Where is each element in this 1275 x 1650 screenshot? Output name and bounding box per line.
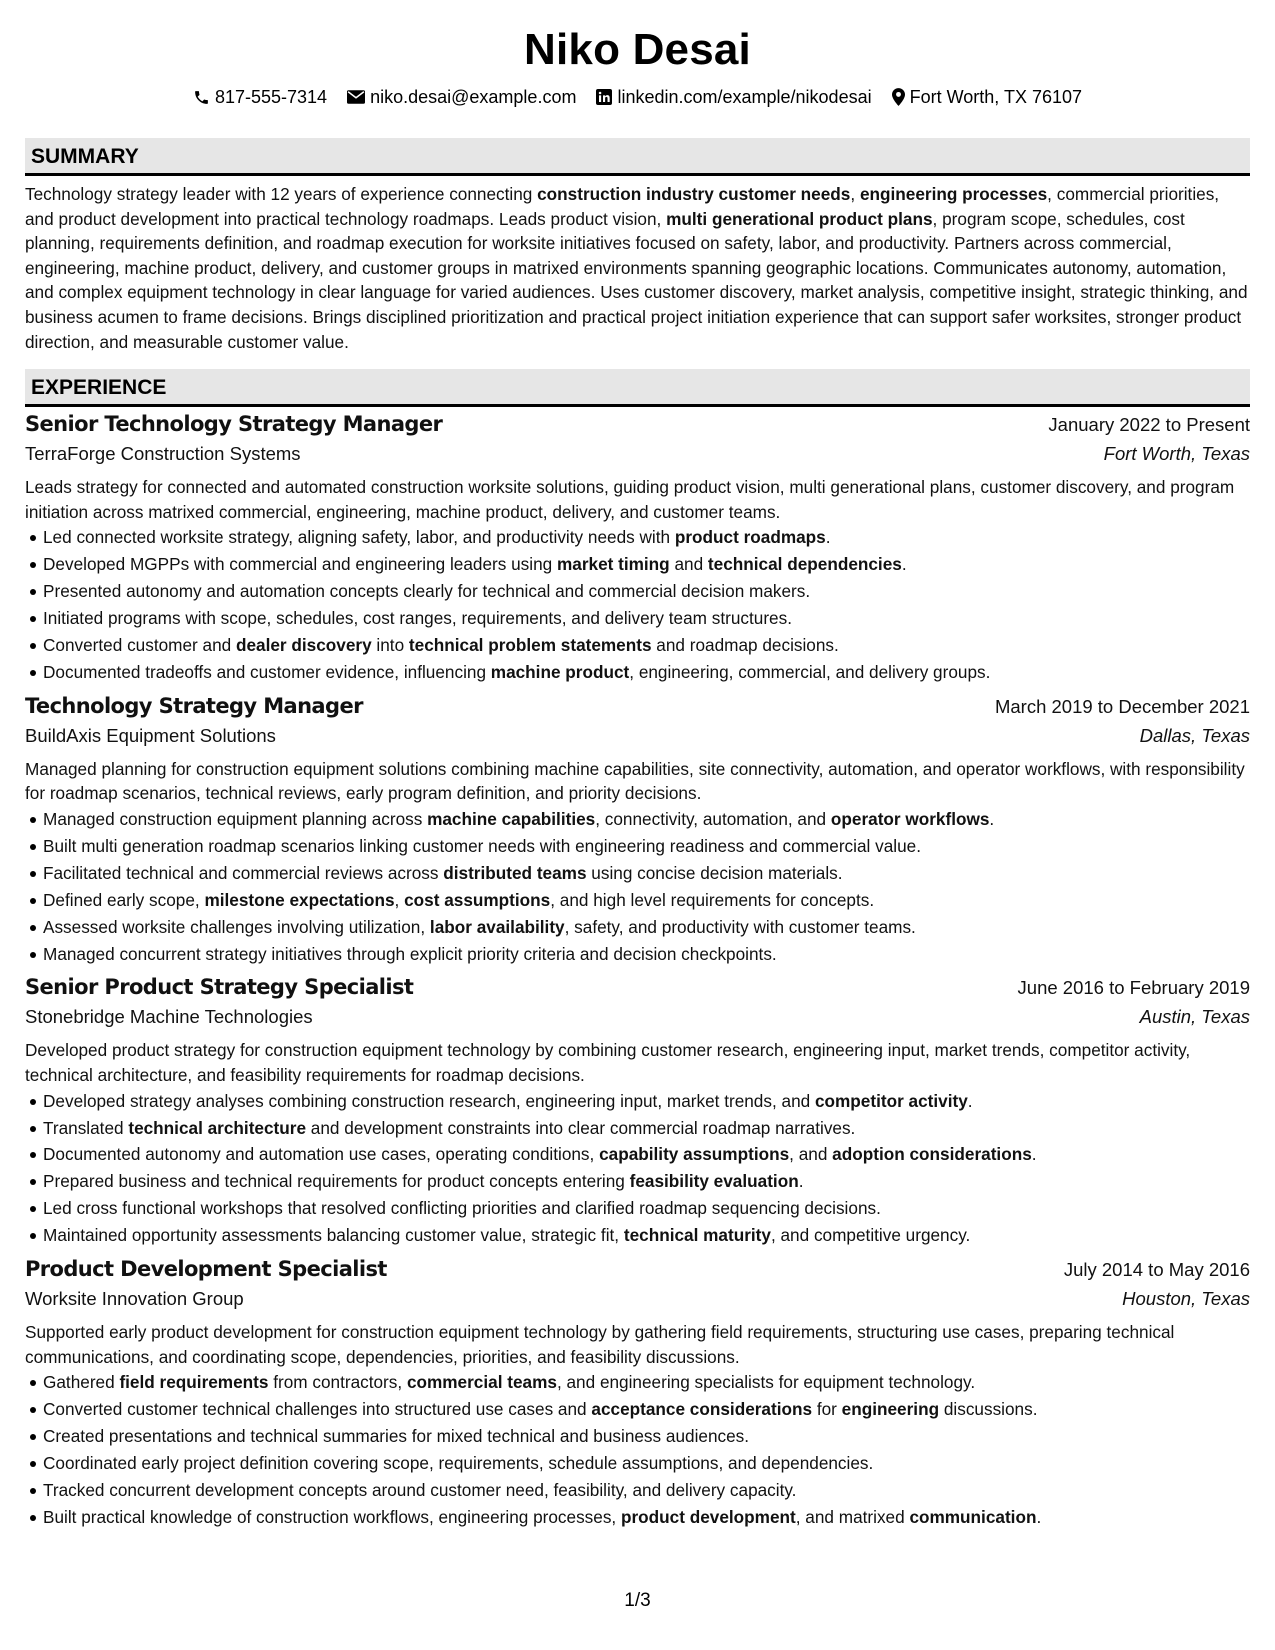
job-header: [25, 975, 1250, 1006]
job-title: Senior Technology Strategy Manager: [25, 412, 443, 437]
achievement-item: [43, 578, 1250, 605]
bold-text: cost assumptions: [404, 889, 551, 910]
achievement-item: [43, 1450, 1250, 1477]
text-run: Documented tradeoffs and customer evidence, influencing: [43, 661, 491, 682]
text-run: .: [989, 808, 995, 829]
text-run: Technology strategy leader with 12 years of experience connecting: [25, 184, 538, 204]
achievement-item: [43, 1195, 1250, 1222]
text-run: , safety, and productivity with customer teams.: [564, 916, 916, 937]
bold-text: field requirements: [119, 1372, 269, 1393]
bold-text: multi generational product plans: [666, 208, 933, 229]
bold-text: feasibility evaluation: [629, 1171, 799, 1192]
job-header: [25, 1257, 1250, 1288]
text-run: and development constraints into clear commercial roadmap narratives.: [306, 1117, 856, 1138]
envelope-icon: [347, 90, 365, 104]
bold-text: machine capabilities: [427, 808, 596, 829]
text-run: Managed construction equipment planning across: [43, 808, 428, 829]
text-run: ,: [394, 889, 405, 910]
job-entry: [25, 694, 1250, 968]
resume-page: [25, 0, 1250, 1531]
job-dates: March 2019 to December 2021: [994, 695, 1250, 717]
job-entry: [25, 412, 1250, 686]
bold-text: competitor activity: [814, 1090, 968, 1111]
text-run: .: [825, 527, 831, 548]
bold-text: distributed teams: [443, 862, 587, 883]
text-run: Developed MGPPs with commercial and engineering leaders using: [43, 554, 557, 575]
bold-text: adoption considerations: [832, 1144, 1032, 1165]
phone-icon: [193, 89, 210, 106]
contact-bar: [25, 86, 1250, 108]
job-entry: [25, 975, 1250, 1249]
text-run: Led cross functional workshops that resolved conflicting priorities and clarified roadmap sequencing decisions.: [43, 1198, 881, 1219]
job-header: [25, 694, 1250, 725]
text-run: .: [1031, 1144, 1037, 1165]
job-subheader: [25, 725, 1250, 757]
achievement-list: [25, 806, 1250, 967]
achievement-item: [43, 1222, 1250, 1249]
email-text: niko.desai@example.com: [370, 87, 577, 107]
text-run: discussions.: [939, 1399, 1038, 1420]
summary-text: [25, 182, 1250, 354]
achievement-item: [43, 887, 1250, 914]
bold-text: product roadmaps: [674, 527, 826, 548]
text-run: Created presentations and technical summaries for mixed technical and business audiences.: [43, 1426, 750, 1447]
bold-text: technical architecture: [128, 1117, 307, 1138]
phone-text: 817-555-7314: [214, 87, 328, 107]
bold-text: communication: [909, 1506, 1037, 1527]
text-run: , and competitive urgency.: [770, 1225, 971, 1246]
bold-text: product development: [620, 1506, 796, 1527]
bold-text: market timing: [556, 554, 670, 575]
achievement-list: [25, 1369, 1250, 1530]
job-entry: [25, 1257, 1250, 1531]
text-run: Built multi generation roadmap scenarios linking customer needs with engineering readiness and commercial value.: [43, 835, 921, 856]
job-location: Fort Worth, Texas: [1103, 443, 1250, 465]
text-run: and: [669, 554, 708, 575]
bold-text: milestone expectations: [204, 889, 395, 910]
candidate-name: Niko Desai: [524, 25, 751, 74]
summary-heading: SUMMARY: [25, 138, 1250, 176]
text-run: Managed concurrent strategy initiatives through explicit priority criteria and decision checkpoints.: [43, 943, 777, 964]
achievement-item: [43, 1396, 1250, 1423]
achievement-item: [43, 1369, 1250, 1396]
bold-text: engineering processes: [859, 184, 1048, 204]
achievement-item: [43, 806, 1250, 833]
bold-text: technical maturity: [623, 1225, 771, 1246]
text-run: Assessed worksite challenges involving utilization,: [43, 916, 430, 937]
text-run: , and matrixed: [795, 1506, 910, 1527]
text-run: , and engineering specialists for equipment technology.: [556, 1372, 976, 1393]
job-header: [25, 412, 1250, 443]
bold-text: commercial teams: [406, 1372, 557, 1393]
text-run: Presented autonomy and automation concepts clearly for technical and commercial decision makers.: [43, 581, 811, 602]
achievement-item: [43, 632, 1250, 659]
page-number: 1/3: [624, 1590, 651, 1611]
company-name: Worksite Innovation Group: [25, 1288, 244, 1310]
achievement-item: [43, 1115, 1250, 1142]
text-run: , and high level requirements for concepts.: [550, 889, 875, 910]
achievement-item: [43, 1168, 1250, 1195]
job-subheader: [25, 1006, 1250, 1038]
text-run: Led connected worksite strategy, aligning safety, labor, and productivity needs with: [43, 527, 675, 548]
job-description: Managed planning for construction equipment solutions combining machine capabilities, site connectivity, automation, and operator workflows, with responsibility for roadmap scenarios, technical reviews, early program definition, and priority decisions.: [25, 758, 1245, 804]
contact-linkedin[interactable]: [596, 86, 871, 108]
job-dates: June 2016 to February 2019: [1017, 977, 1250, 999]
text-run: Developed strategy analyses combining construction research, engineering input, market trends, and: [43, 1090, 815, 1111]
achievement-item: [43, 833, 1250, 860]
text-run: ,: [850, 184, 860, 204]
text-run: using concise decision materials.: [586, 862, 843, 883]
bold-text: acceptance considerations: [591, 1399, 813, 1420]
text-run: Prepared business and technical requirements for product concepts entering: [43, 1171, 630, 1192]
achievement-item: [43, 551, 1250, 578]
text-run: Gathered: [43, 1372, 120, 1393]
job-title: Senior Product Strategy Specialist: [25, 975, 414, 1000]
bold-text: capability assumptions: [599, 1144, 790, 1165]
contact-phone[interactable]: [193, 86, 327, 108]
text-run: .: [967, 1090, 973, 1111]
achievement-item: [43, 524, 1250, 551]
text-run: from contractors,: [268, 1372, 407, 1393]
text-run: Maintained opportunity assessments balancing customer value, strategic fit,: [43, 1225, 624, 1246]
achievement-item: [43, 860, 1250, 887]
achievement-item: [43, 1504, 1250, 1531]
bold-text: machine product: [490, 661, 630, 682]
achievement-list: [25, 524, 1250, 685]
achievement-item: [43, 1423, 1250, 1450]
achievement-item: [43, 1141, 1250, 1168]
bold-text: technical problem statements: [408, 634, 652, 655]
bold-text: engineering: [841, 1399, 940, 1420]
text-run: .: [798, 1171, 804, 1192]
achievement-item: [43, 1477, 1250, 1504]
job-subheader: [25, 443, 1250, 475]
text-run: Translated: [43, 1117, 129, 1138]
achievement-item: [43, 659, 1250, 686]
contact-location: [892, 86, 1082, 108]
text-run: , engineering, commercial, and delivery groups.: [629, 661, 991, 682]
text-run: .: [901, 554, 907, 575]
experience-list: [25, 412, 1250, 1531]
bold-text: labor availability: [429, 916, 565, 937]
job-location: Austin, Texas: [1139, 1006, 1250, 1028]
job-dates: January 2022 to Present: [1048, 414, 1250, 436]
text-run: Documented autonomy and automation use cases, operating conditions,: [43, 1144, 600, 1165]
job-location: Houston, Texas: [1122, 1288, 1250, 1310]
bold-text: technical dependencies: [707, 554, 902, 575]
company-name: BuildAxis Equipment Solutions: [25, 724, 276, 746]
map-pin-icon: [892, 88, 905, 106]
achievement-list: [25, 1088, 1250, 1249]
achievement-item: [43, 605, 1250, 632]
location-text: Fort Worth, TX 76107: [909, 87, 1083, 107]
text-run: Facilitated technical and commercial reviews across: [43, 862, 444, 883]
achievement-item: [43, 941, 1250, 968]
bold-text: operator workflows: [830, 808, 990, 829]
linkedin-text: linkedin.com/example/nikodesai: [617, 87, 872, 107]
text-run: , connectivity, automation, and: [595, 808, 831, 829]
achievement-item: [43, 914, 1250, 941]
company-name: TerraForge Construction Systems: [25, 443, 301, 465]
text-run: , commercial priorities, and product development into practical technology roadmaps. Leads product vision,: [25, 184, 1220, 229]
job-title: Technology Strategy Manager: [25, 693, 363, 718]
linkedin-icon: [596, 89, 612, 105]
contact-email[interactable]: [347, 86, 576, 108]
text-run: Converted customer and: [43, 634, 236, 655]
text-run: into: [371, 634, 409, 655]
text-run: , program scope, schedules, cost planning, requirements definition, and roadmap execution for worksite initiatives focused on safety, labor, and productivity. Partners across commercial, engineering, machine product, delivery, and customer groups in matrixed environments spanning geographic locations. Communicates autonomy, automation, and complex equipment technology in clear language for varied audiences. Uses customer discovery, market analysis, competitive insight, strategic thinking, and business acumen to frame decisions. Brings disciplined prioritization and practical project initiation experience that can support safer worksites, stronger product direction, and measurable customer value.: [25, 208, 1248, 352]
text-run: Converted customer technical challenges into structured use cases and: [43, 1399, 592, 1420]
achievement-item: [43, 1088, 1250, 1115]
text-run: Tracked concurrent development concepts around customer need, feasibility, and delivery capacity.: [43, 1479, 797, 1500]
text-run: Initiated programs with scope, schedules, cost ranges, requirements, and delivery team structures.: [43, 608, 792, 629]
job-description: Leads strategy for connected and automated construction worksite solutions, guiding product vision, multi generational plans, customer discovery, and program initiation across matrixed commercial, engineering, machine product, delivery, and customer teams.: [25, 477, 1235, 522]
job-subheader: [25, 1288, 1250, 1320]
company-name: Stonebridge Machine Technologies: [25, 1006, 313, 1028]
bold-text: construction industry customer needs: [537, 184, 851, 204]
text-run: , and: [789, 1144, 833, 1165]
text-run: .: [1036, 1506, 1042, 1527]
text-run: Coordinated early project definition covering scope, requirements, schedule assumptions, and dependencies.: [43, 1452, 874, 1473]
job-location: Dallas, Texas: [1139, 724, 1250, 746]
job-dates: July 2014 to May 2016: [1063, 1259, 1250, 1281]
bold-text: dealer discovery: [235, 634, 372, 655]
text-run: and roadmap decisions.: [651, 634, 839, 655]
job-description: Developed product strategy for construction equipment technology by combining customer research, engineering input, market trends, competitor activity, technical architecture, and feasibility requirements for roadmap decisions.: [25, 1040, 1191, 1085]
text-run: Defined early scope,: [43, 889, 205, 910]
experience-heading: EXPERIENCE: [25, 369, 1250, 407]
text-run: Built practical knowledge of construction workflows, engineering processes,: [43, 1506, 621, 1527]
job-title: Product Development Specialist: [25, 1257, 387, 1282]
text-run: for: [812, 1399, 842, 1420]
job-description: Supported early product development for construction equipment technology by gathering field requirements, structuring use cases, preparing technical communications, and coordinating scope, dependencies, priorities, and feasibility discussions.: [25, 1322, 1175, 1367]
